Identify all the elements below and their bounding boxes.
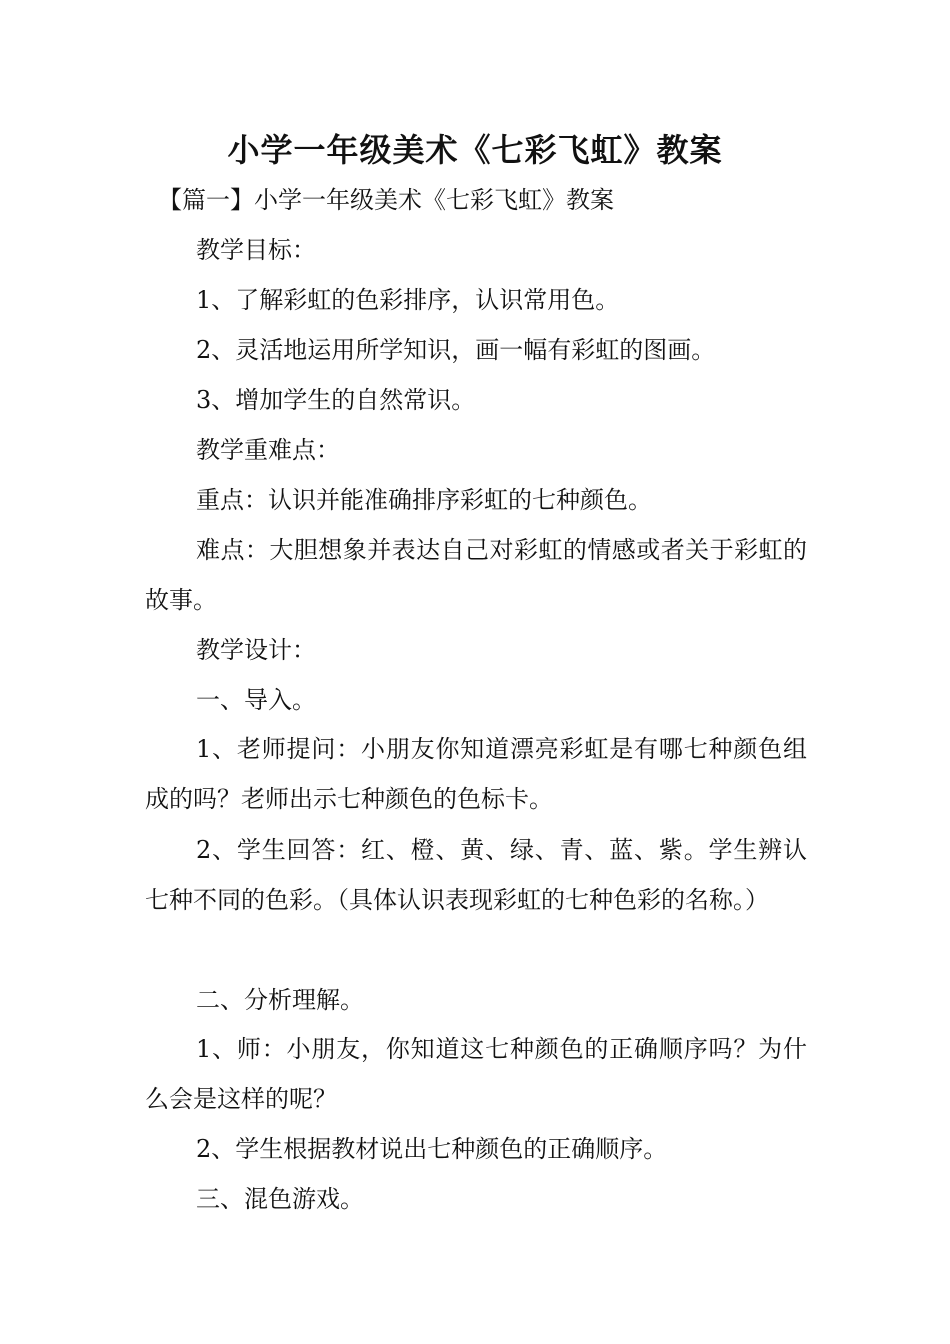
document-title: 小学一年级美术《七彩飞虹》教案: [227, 131, 723, 169]
paragraph-difficult-point: 难点：大胆想象并表达自己对彩虹的情感或者关于彩虹的故事。: [145, 536, 807, 614]
paragraph-student-response: 2、学生根据教材说出七种颜色的正确顺序。: [196, 1135, 668, 1163]
paragraph-goal-1: 1、了解彩虹的色彩排序，认识常用色。: [196, 286, 620, 314]
section-heading: 【篇一】小学一年级美术《七彩飞虹》教案: [158, 186, 614, 214]
paragraph-goal-2: 2、灵活地运用所学知识，画一幅有彩虹的图画。: [196, 336, 716, 364]
paragraph-teaching-goals-heading: 教学目标：: [196, 236, 316, 264]
paragraph-goal-3: 3、增加学生的自然常识。: [196, 386, 476, 414]
paragraph-design-heading: 教学设计：: [196, 636, 316, 664]
paragraph-teacher-question: 1、老师提问：小朋友你知道漂亮彩虹是有哪七种颜色组成的吗？老师出示七种颜色的色标卡。: [145, 735, 807, 813]
paragraph-teacher-prompt: 1、师：小朋友，你知道这七种颜色的正确顺序吗？为什么会是这样的呢？: [145, 1035, 807, 1113]
paragraph-part-1-heading: 一、导入。: [196, 686, 316, 714]
paragraph-key-points-heading: 教学重难点：: [196, 436, 340, 464]
paragraph-student-answer: 2、学生回答：红、橙、黄、绿、青、蓝、紫。学生辨认七种不同的色彩。（具体认识表现彩虹的七种色彩的名称。）: [145, 836, 807, 914]
paragraph-key-point: 重点：认识并能准确排序彩虹的七种颜色。: [196, 486, 652, 514]
paragraph-part-2-heading: 二、分析理解。: [196, 986, 364, 1014]
paragraph-part-3-heading: 三、混色游戏。: [196, 1185, 364, 1213]
